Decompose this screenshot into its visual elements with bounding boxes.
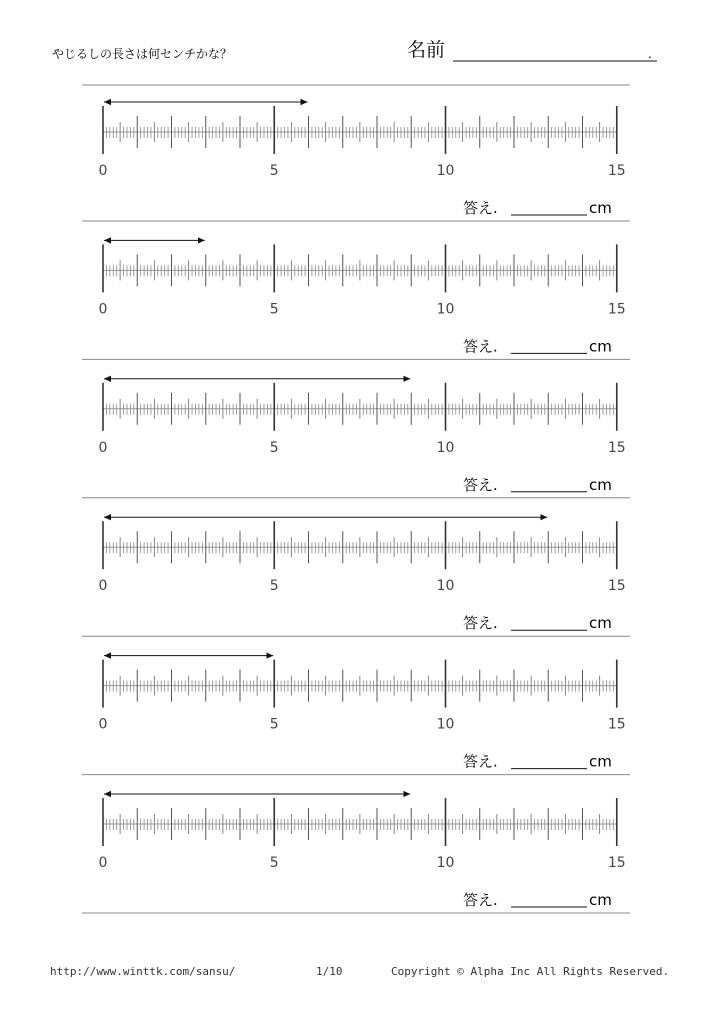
ruler — [99, 660, 626, 733]
footer-page-number: 1/10 — [316, 965, 343, 978]
answer-label: 答え. — [463, 752, 498, 771]
ruler-label: 5 — [269, 439, 279, 456]
ruler-label: 0 — [98, 716, 108, 733]
ruler-label: 0 — [98, 855, 108, 871]
ruler — [99, 244, 626, 317]
ruler-label: 15 — [607, 163, 626, 179]
ruler-label: 0 — [98, 301, 108, 318]
ruler-label: 15 — [607, 439, 626, 456]
ruler-label: 15 — [607, 301, 626, 318]
problem — [82, 102, 630, 221]
answer-label: 答え. — [463, 475, 498, 494]
ruler — [99, 798, 626, 871]
ruler-label: 5 — [269, 163, 279, 179]
problem — [82, 240, 630, 359]
ruler-label: 15 — [607, 578, 626, 595]
ruler-label: 10 — [436, 855, 455, 871]
ruler-label: 10 — [436, 716, 455, 733]
answer-unit: cm — [589, 614, 612, 633]
ruler-label: 10 — [436, 301, 455, 318]
answer-label: 答え. — [463, 337, 498, 356]
problem — [82, 656, 630, 775]
answer-unit: cm — [589, 891, 612, 909]
ruler-label: 5 — [269, 578, 279, 595]
ruler — [99, 383, 626, 456]
problem — [82, 794, 630, 913]
ruler-label: 0 — [98, 163, 108, 179]
ruler-label: 10 — [436, 439, 455, 456]
ruler-label: 5 — [269, 301, 279, 318]
answer-unit: cm — [589, 752, 612, 771]
name-label: 名前 — [407, 39, 446, 61]
problem — [82, 517, 630, 636]
ruler-label: 10 — [436, 163, 455, 179]
problem — [82, 379, 630, 498]
answer-unit: cm — [589, 475, 612, 494]
answer-label: 答え. — [463, 614, 498, 633]
ruler — [99, 521, 626, 594]
ruler-label: 10 — [436, 578, 455, 595]
answer-unit: cm — [589, 337, 612, 356]
ruler-label: 0 — [98, 439, 108, 456]
answer-label: 答え. — [463, 891, 498, 909]
ruler-label: 5 — [269, 716, 279, 733]
name-dot: . — [648, 47, 652, 61]
ruler-label: 15 — [607, 716, 626, 733]
instruction-text: やじるしの長さは何センチかな？ — [52, 47, 233, 61]
answer-label: 答え. — [463, 199, 498, 217]
answer-unit: cm — [589, 199, 612, 217]
ruler-label: 0 — [98, 578, 108, 595]
ruler-label: 5 — [269, 855, 279, 871]
footer-url: http://www.winttk.com/sansu/ — [50, 965, 236, 978]
problem-list — [82, 102, 630, 913]
ruler — [99, 106, 626, 179]
footer-copyright: Copyright © Alpha Inc All Rights Reserved. — [391, 965, 670, 978]
ruler-label: 15 — [607, 855, 626, 871]
